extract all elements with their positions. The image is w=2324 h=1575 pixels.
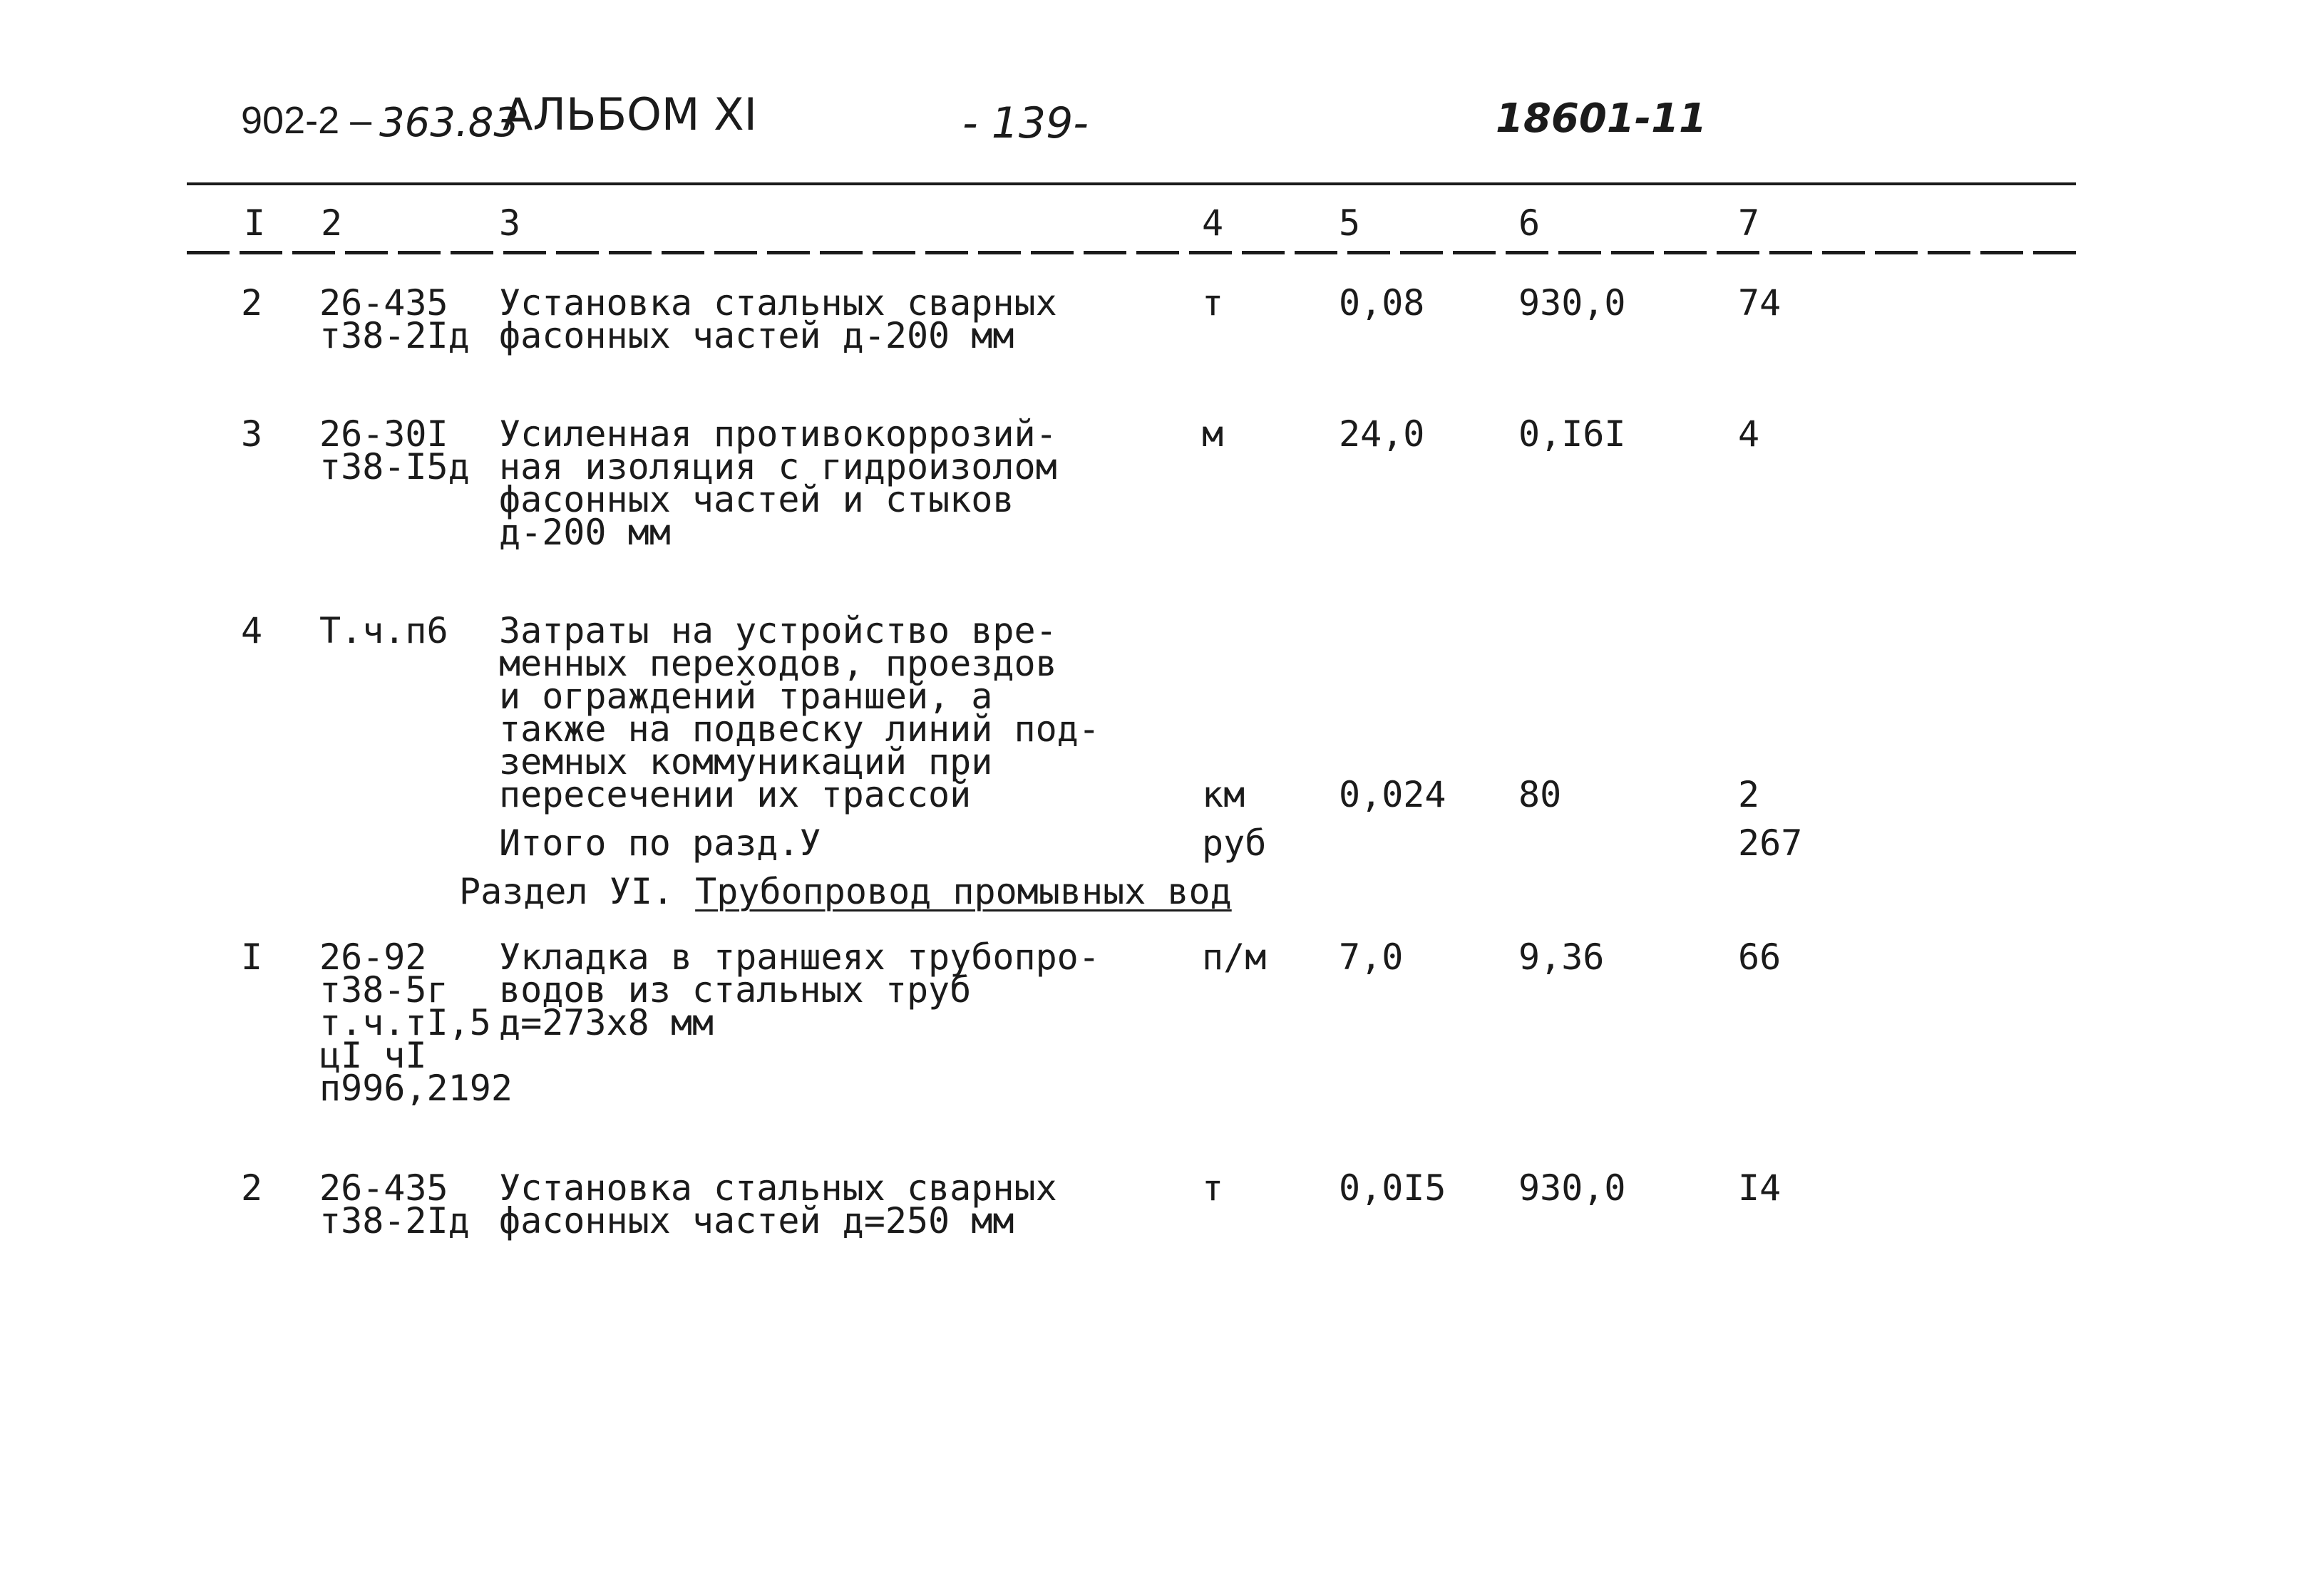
- doc-code-handwritten: 363.83: [379, 100, 519, 146]
- col-header-5: 5: [1339, 202, 1361, 244]
- row-total: I4: [1738, 1167, 1781, 1209]
- row-price: 930,0: [1518, 282, 1626, 324]
- section-prefix: Раздел УI.: [459, 871, 696, 912]
- row-total: 4: [1738, 413, 1760, 455]
- row-price: 80: [1518, 774, 1562, 815]
- row-price: 0,I6I: [1518, 413, 1626, 455]
- col-header-2: 2: [321, 202, 343, 244]
- col-header-3: 3: [499, 202, 521, 244]
- row-description: Укладка в траншеях трубопро- водов из стальных труб д=273х8 мм: [499, 936, 1100, 1043]
- row-price: 930,0: [1518, 1167, 1626, 1209]
- row-quantity: 0,024: [1339, 774, 1446, 815]
- subtotal-total: 267: [1738, 822, 1803, 864]
- row-price: 9,36: [1518, 936, 1605, 978]
- row-unit: км: [1202, 774, 1245, 815]
- row-description: Установка стальных сварных фасонных частей д-200 мм: [499, 282, 1057, 356]
- row-quantity: 7,0: [1339, 936, 1404, 978]
- page-number: - 139-: [962, 98, 1089, 148]
- row-description: Затраты на устройство вре- менных переходов, проездов и ограждений траншей, а также на подвеску линий под- земных коммуникаций при пересечении их трассой: [499, 610, 1100, 815]
- col-header-6: 6: [1518, 202, 1541, 244]
- row-code: Т.ч.п6: [319, 610, 448, 651]
- subtotal-label: Итого по разд.У: [499, 822, 821, 864]
- table-header-rule: [187, 251, 2082, 254]
- inventory-number: 18601-11: [1496, 95, 1707, 142]
- row-total: 74: [1738, 282, 1781, 324]
- table-top-rule: [187, 182, 2076, 185]
- row-number: I: [241, 936, 263, 978]
- row-total: 66: [1738, 936, 1781, 978]
- row-unit: м: [1202, 413, 1224, 455]
- album-label: АЛЬБОМ XI: [503, 88, 757, 140]
- col-header-1: I: [244, 202, 266, 244]
- row-description: Усиленная противокоррозий- ная изоляция с гидроизолом фасонных частей и стыков д-200 мм: [499, 413, 1057, 553]
- row-number: 2: [241, 282, 263, 324]
- col-header-4: 4: [1202, 202, 1224, 244]
- row-quantity: 0,0I5: [1339, 1167, 1446, 1209]
- row-description: Установка стальных сварных фасонных частей д=250 мм: [499, 1167, 1057, 1241]
- row-number: 2: [241, 1167, 263, 1209]
- row-unit: т: [1202, 1167, 1224, 1209]
- row-number: 3: [241, 413, 263, 455]
- section-title: Трубопровод промывных вод: [695, 871, 1232, 912]
- row-number: 4: [241, 610, 263, 651]
- row-code: 26-92 т38-5г т.ч.тI,5 цI чI п996,2192: [319, 936, 513, 1109]
- col-header-7: 7: [1738, 202, 1760, 244]
- doc-code-printed: 902-2 –: [241, 99, 372, 142]
- row-code: 26-30I т38-I5д: [319, 413, 470, 487]
- row-unit: т: [1202, 282, 1224, 324]
- row-quantity: 24,0: [1339, 413, 1425, 455]
- row-total: 2: [1738, 774, 1760, 815]
- row-quantity: 0,08: [1339, 282, 1425, 324]
- section-heading: [459, 871, 1232, 912]
- row-unit: п/м: [1202, 936, 1267, 978]
- row-code: 26-435 т38-2Iд: [319, 282, 470, 356]
- subtotal-unit: руб: [1202, 822, 1267, 864]
- row-code: 26-435 т38-2Iд: [319, 1167, 470, 1241]
